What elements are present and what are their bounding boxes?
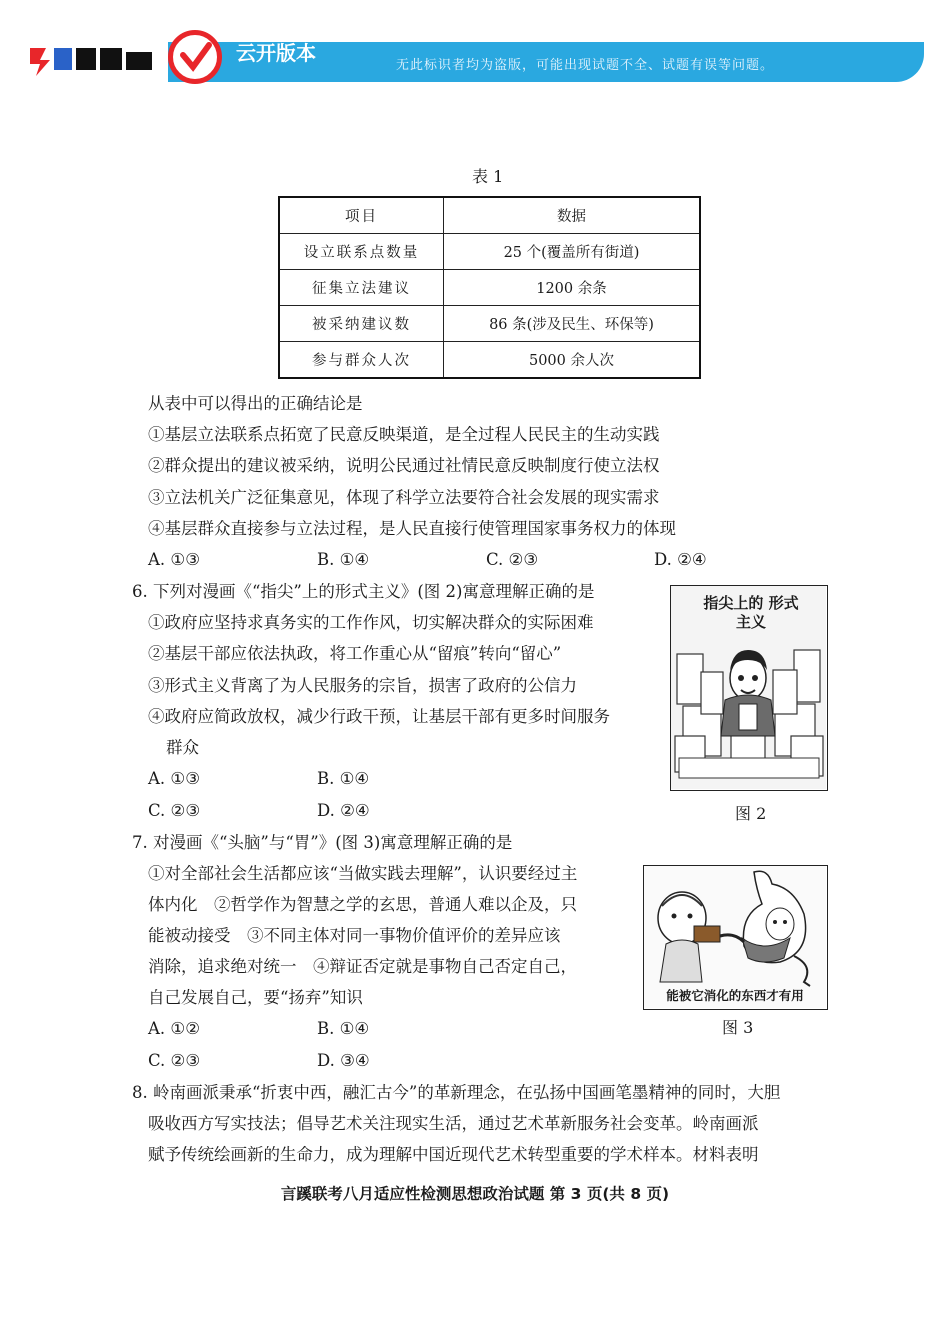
table-header-cell: 数据 [444,197,701,234]
table-row [279,306,700,342]
q6-choice-b[interactable]: B. ①④ [317,769,370,788]
table-cell: 参与群众人次 [279,342,444,379]
q7-line: 自己发展自己，要“扬弃”知识 [148,988,363,1007]
publisher-logo-icon [26,38,154,78]
q7-line: 能被动接受 ③不同主体对同一事物价值评价的差异应该 [148,926,561,945]
table-cell: 25 个(覆盖所有街道) [444,234,701,270]
q5-choice-b[interactable]: B. ①④ [317,550,370,569]
q6-choice-a[interactable]: A. ①③ [148,769,200,788]
table-row [279,234,700,270]
q6-option: ③形式主义背离了为人民服务的宗旨，损害了政府的公信力 [148,676,577,695]
table-cell: 5000 余人次 [444,342,701,379]
banner-title: 云开版本 [236,41,316,65]
table-row [279,342,700,379]
table-cell: 征集立法建议 [279,270,444,306]
cartoon-figure-2 [670,585,828,791]
q6-stem: 6. 下列对漫画《“指尖”上的形式主义》(图 2)寓意理解正确的是 [132,582,595,601]
q7-choice-b[interactable]: B. ①④ [317,1019,370,1038]
table-header-cell: 项目 [279,197,444,234]
table-cell: 被采纳建议数 [279,306,444,342]
q6-choice-c[interactable]: C. ②③ [148,801,201,820]
cartoon-2-title: 指尖上的 形式主义 [703,594,799,631]
q5-option: ①基层立法联系点拓宽了民意反映渠道，是全过程人民民主的生动实践 [148,425,660,444]
cartoon-figure-3 [643,865,828,1010]
table-cell: 86 条(涉及民生、环保等) [444,306,701,342]
verified-badge-icon [168,30,222,84]
header-banner [0,0,950,95]
table-header-row [279,197,700,234]
cartoon-3-caption-text: 能被它消化的东西才有用 [666,988,804,1003]
q5-stem: 从表中可以得出的正确结论是 [148,394,363,413]
q5-choice-d[interactable]: D. ②④ [654,550,707,569]
q7-line: 消除，追求绝对统一 ④辩证否定就是事物自己否定自己， [148,957,577,976]
q7-stem: 7. 对漫画《“头脑”与“胃”》(图 3)寓意理解正确的是 [132,833,513,852]
q5-choice-a[interactable]: A. ①③ [148,550,200,569]
q5-choice-c[interactable]: C. ②③ [486,550,539,569]
table-row [279,270,700,306]
q6-option: ①政府应坚持求真务实的工作作风，切实解决群众的实际困难 [148,613,594,632]
q8-line: 吸收西方写实技法；倡导艺术关注现实生活，通过艺术革新服务社会变革。岭南画派 [148,1114,759,1133]
data-table [278,196,701,379]
q6-option-continuation: 群众 [166,738,199,757]
q6-option: ②基层干部应依法执政，将工作重心从“留痕”转向“留心” [148,644,562,663]
page-footer: 言蹊联考八月适应性检测思想政治试题 第 3 页(共 8 页) [280,1185,670,1203]
q5-option: ④基层群众直接参与立法过程，是人民直接行使管理国家事务权力的体现 [148,519,676,538]
banner-note: 无此标识者均为盗版，可能出现试题不全、试题有误等问题。 [396,58,775,73]
q6-option: ④政府应简政放权，减少行政干预，让基层干部有更多时间服务 [148,707,610,726]
q8-line: 赋予传统绘画新的生命力，成为理解中国近现代艺术转型重要的学术样本。材料表明 [148,1145,759,1164]
figure-2-caption: 图 2 [735,804,767,823]
q5-option: ③立法机关广泛征集意见，体现了科学立法要符合社会发展的现实需求 [148,488,660,507]
q7-choice-a[interactable]: A. ①② [148,1019,200,1038]
table-cell: 设立联系点数量 [279,234,444,270]
q6-choice-d[interactable]: D. ②④ [317,801,370,820]
q8-line: 8. 岭南画派秉承“折衷中西，融汇古今”的革新理念，在弘扬中国画笔墨精神的同时，大胆 [132,1083,781,1102]
q5-option: ②群众提出的建议被采纳，说明公民通过社情民意反映制度行使立法权 [148,456,660,475]
figure-3-caption: 图 3 [722,1018,754,1037]
table-caption: 表 1 [472,167,504,186]
q7-line: 体内化 ②哲学作为智慧之学的玄思，普通人难以企及，只 [148,895,577,914]
q7-choice-d[interactable]: D. ③④ [317,1051,370,1070]
q7-line: ①对全部社会生活都应该“当做实践去理解”，认识要经过主 [148,864,578,883]
q7-choice-c[interactable]: C. ②③ [148,1051,201,1070]
table-cell: 1200 余条 [444,270,701,306]
